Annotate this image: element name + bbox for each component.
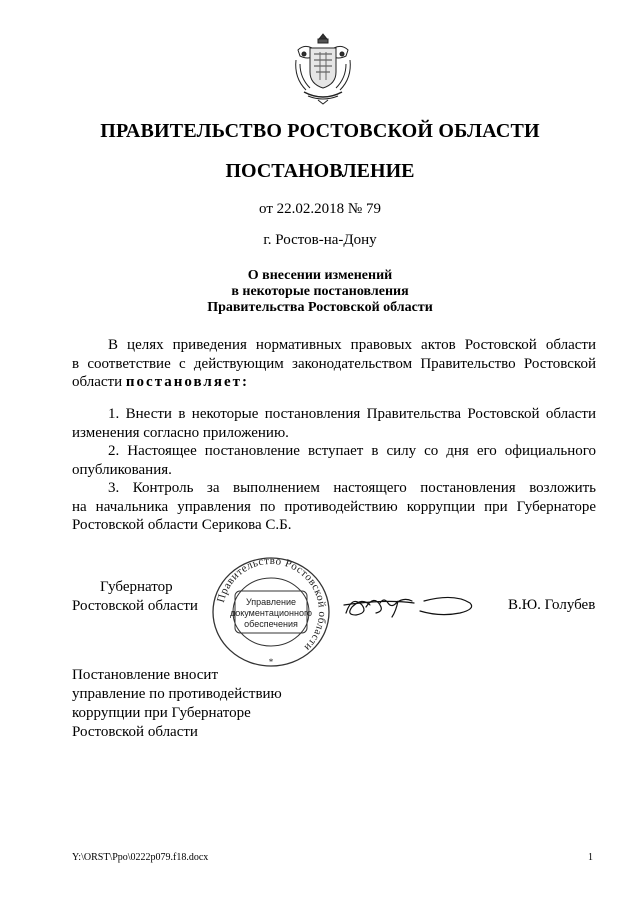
preamble-line: в соответствие с действующим законодательством Правительство Ростовской xyxy=(72,355,596,372)
item-2 xyxy=(72,442,596,479)
svg-text:*: * xyxy=(268,657,274,667)
page-number: 1 xyxy=(588,852,593,863)
title-line: О внесении изменений xyxy=(247,268,393,283)
preamble-line-last xyxy=(72,373,596,392)
signatory-position xyxy=(72,578,198,616)
title-line: Правительства Ростовской области xyxy=(207,300,433,315)
signatory-name: В.Ю. Голубев xyxy=(508,597,596,613)
preamble-line: В целях приведения нормативных правовых актов Ростовской области xyxy=(108,337,596,353)
seal-inner-text: документационного xyxy=(229,608,313,618)
item-1 xyxy=(72,405,596,442)
item-line: на начальника управления по противодействию коррупции при Губернаторе xyxy=(72,498,596,515)
note-line: управление по противодействию xyxy=(72,686,282,702)
official-seal-icon xyxy=(208,555,334,670)
city: г. Ростов-на-Дону xyxy=(263,232,377,248)
preamble-text: области xyxy=(72,374,126,390)
position-line: Ростовской области xyxy=(72,598,198,614)
seal-inner-text: обеспечения xyxy=(244,619,298,629)
decree-word: постановляет: xyxy=(125,374,249,390)
title-line: в некоторые постановления xyxy=(231,284,409,299)
coat-of-arms-icon xyxy=(290,30,356,106)
submission-note xyxy=(72,666,282,742)
footer-file-path: Y:\ORST\Ppo\0222p079.f18.docx xyxy=(72,852,209,863)
note-line: коррупции при Губернаторе xyxy=(72,705,251,721)
date-number: от 22.02.2018 № 79 xyxy=(259,201,381,217)
item-line: Ростовской области Серикова С.Б. xyxy=(72,517,292,533)
item-line: 1. Внести в некоторые постановления Правительства Ростовской области xyxy=(108,406,596,422)
item-line: изменения согласно приложению. xyxy=(72,424,289,441)
position-line: Губернатор xyxy=(100,579,173,595)
item-3 xyxy=(72,479,596,535)
note-line: Постановление вносит xyxy=(72,667,219,683)
document-title xyxy=(0,268,640,316)
seal-inner-text: Управление xyxy=(245,597,297,607)
handwritten-signature-icon xyxy=(340,585,475,625)
seal-ring-text: Правительство Ростовской области xyxy=(214,555,329,654)
organization-heading: ПРАВИТЕЛЬСТВО РОСТОВСКОЙ ОБЛАСТИ xyxy=(100,120,540,142)
item-line: опубликования. xyxy=(72,461,172,478)
item-line: 2. Настоящее постановление вступает в силу со дня его официального xyxy=(108,443,596,459)
preamble-paragraph xyxy=(72,336,596,392)
item-line: 3. Контроль за выполнением настоящего постановления возложить xyxy=(108,480,596,496)
document-type-heading: ПОСТАНОВЛЕНИЕ xyxy=(225,160,415,182)
note-line: Ростовской области xyxy=(72,724,198,740)
